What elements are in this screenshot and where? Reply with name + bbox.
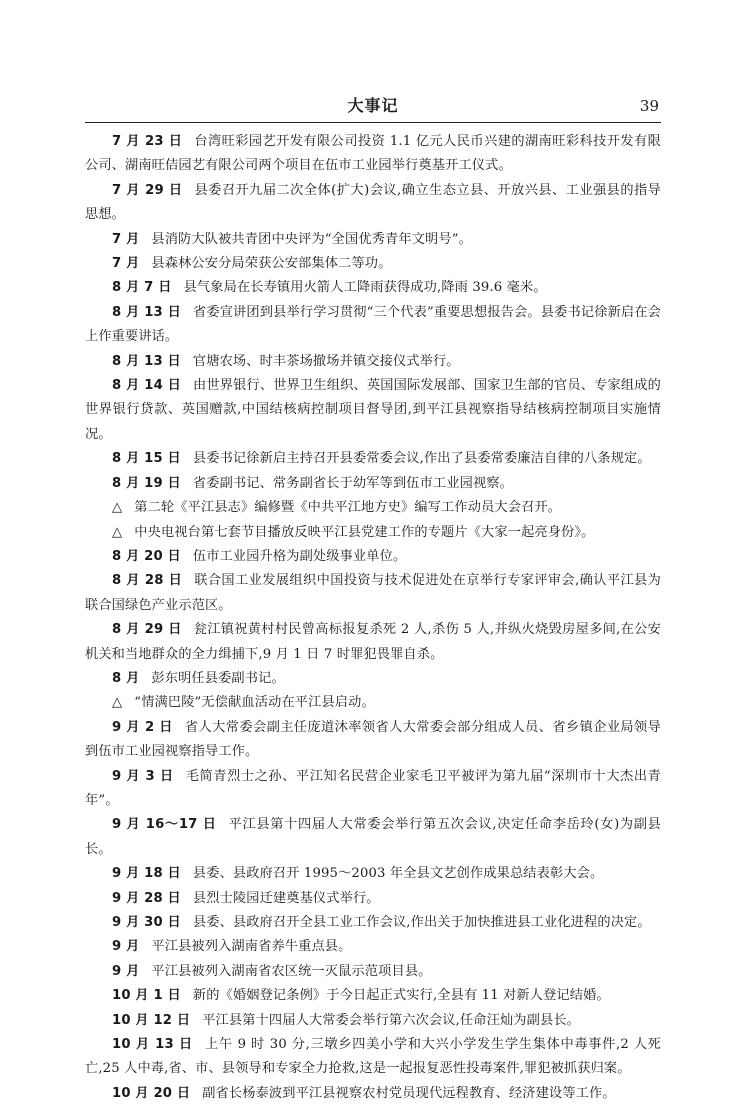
chronicle-entry [85, 618, 661, 667]
entry-text: 平江县被列入湖南省农区统一灭鼠示范项目县。 [151, 963, 432, 979]
entry-date: 7 月 [112, 256, 140, 272]
entry-date: △ [112, 695, 123, 711]
entry-date: 8 月 7 日 [112, 280, 172, 296]
entry-date: 8 月 29 日 [112, 622, 182, 638]
chronicle-entry [85, 447, 661, 471]
chronicle-entry [85, 960, 661, 984]
entry-text: 县委、县政府召开全县工业工作会议,作出关于加快推进县工业化进程的决定。 [192, 915, 651, 930]
chronicle-entry [85, 813, 661, 862]
chronicle-entry [85, 472, 661, 496]
chronicle-entry [85, 667, 661, 691]
entry-text: 县委、县政府召开 1995～2003 年全县文艺创作成果总结表彰大会。 [192, 866, 604, 882]
entry-date: △ [112, 500, 123, 516]
chronicle-entry [85, 545, 661, 569]
chronicle-entry [85, 862, 661, 886]
chronicle-entry [85, 276, 661, 300]
entry-text: 联合国工业发展组织中国投资与技术促进处在京举行专家评审会,确认平江县为联合国绿色产业示范区。 [85, 573, 661, 613]
entry-date: 9 月 30 日 [112, 915, 181, 930]
entry-text: 由世界银行、世界卫生组织、英国国际发展部、国家卫生部的官员、专家组成的世界银行贷款、英国赠款,中国结核病控制项目督导团,到平江县视察指导结核病控制项目实施情况。 [85, 378, 661, 442]
entry-text: 瓮江镇祝黄村村民曾高标报复杀死 2 人,杀伤 5 人,并纵火烧毁房屋多间,在公安机关和当地群众的全力缉捕下,9 月 1 日 7 时罪犯畏罪自杀。 [85, 622, 661, 662]
entry-text: 平江县第十四届人大常委会举行第五次会议,决定任命李岳玲(女)为副县长。 [85, 817, 661, 857]
entry-date: △ [112, 524, 123, 540]
chronicle-entry [85, 691, 661, 715]
entry-text: 县森林公安分局荣获公安部集体二等功。 [151, 256, 392, 272]
entry-text: 县委召开九届二次全体(扩大)会议,确立生态立县、开放兴县、工业强县的指导思想。 [85, 182, 661, 223]
entry-text: 中央电视台第七套节目播放反映平江县党建工作的专题片《大家一起亮身份》。 [134, 524, 595, 540]
chronicle-entry [85, 521, 661, 545]
chronicle-entry [85, 228, 661, 252]
entry-date: 7 月 29 日 [112, 182, 183, 198]
chronicle-entry [85, 716, 661, 765]
entry-text: 县烈士陵园迁建奠基仪式举行。 [192, 890, 380, 906]
entry-date: 10 月 12 日 [112, 1012, 191, 1028]
chronicle-entry [85, 1082, 661, 1106]
chronicle-entry [85, 496, 661, 520]
entry-text: 县气象局在长寿镇用火箭人工降雨获得成功,降雨 39.6 毫米。 [183, 280, 547, 296]
running-header [85, 96, 661, 120]
chronicle-entry [85, 130, 661, 179]
entry-text: 上午 9 时 30 分,三墩乡四美小学和大兴小学发生学生集体中毒事件,2 人死亡,25 人中毒,省、市、县领导和专家全力抢救,这是一起报复恶性投毒案件,罪犯被抓获归案。 [85, 1037, 661, 1077]
entry-text: 台湾旺彩园艺开发有限公司投资 1.1 亿元人民币兴建的湖南旺彩科技开发有限公司、湖南旺佶园艺有限公司两个项目在伍市工业园举行奠基开工仪式。 [85, 134, 661, 174]
entry-text: 副省长杨泰波到平江县视察农村党员现代远程教育、经济建设等工作。 [202, 1085, 616, 1101]
chronicle-entry [85, 301, 661, 350]
entry-date: 9 月 18 日 [112, 866, 181, 882]
entry-text: 新的《婚姻登记条例》于今日起正式实行,全县有 11 对新人登记结婚。 [192, 988, 610, 1004]
chronicle-entry [85, 252, 661, 276]
entry-text: 第二轮《平江县志》编修暨《中共平江地方史》编写工作动员大会召开。 [134, 500, 562, 516]
entry-date: 10 月 20 日 [112, 1085, 191, 1101]
entry-text: 省人大常委会副主任庞道沐率领省人大常委会部分组成人员、省乡镇企业局领导到伍市工业园视察指导工作。 [85, 719, 661, 760]
entry-text: 县委书记徐新启主持召开县委常委会议,作出了县委常委廉洁自律的八条规定。 [192, 451, 651, 467]
entry-date: 10 月 1 日 [112, 988, 181, 1004]
entry-date: 8 月 14 日 [112, 378, 182, 394]
header-rule [85, 122, 661, 123]
entry-text: 彭东明任县委副书记。 [151, 670, 285, 686]
chronicle-entries [85, 130, 661, 1106]
entry-date: 9 月 [112, 963, 140, 979]
entry-date: 8 月 13 日 [112, 304, 181, 320]
entry-date: 9 月 3 日 [112, 768, 174, 784]
entry-date: 8 月 28 日 [112, 573, 183, 589]
page-number: 39 [639, 97, 659, 115]
entry-text: 毛简青烈士之孙、平江知名民营企业家毛卫平被评为第九届“深圳市十大杰出青年”。 [85, 768, 661, 808]
section-title: 大事记 [347, 96, 399, 115]
entry-text: 省委副书记、常务副省长于幼军等到伍市工业园视察。 [192, 475, 513, 491]
entry-date: 9 月 2 日 [112, 719, 173, 735]
entry-date: 8 月 15 日 [112, 451, 181, 467]
chronicle-entry [85, 887, 661, 911]
entry-text: 平江县第十四届人大常委会举行第六次会议,任命汪灿为副县长。 [202, 1012, 580, 1028]
entry-date: 9 月 28 日 [112, 890, 181, 906]
entry-date: 8 月 13 日 [112, 353, 181, 369]
entry-text: 伍市工业园升格为副处级事业单位。 [192, 548, 407, 564]
entry-date: 7 月 23 日 [112, 134, 183, 149]
entry-date: 9 月 16～17 日 [112, 817, 217, 833]
entry-text: “情满巴陵”无偿献血活动在平江县启动。 [134, 695, 375, 711]
entry-date: 9 月 [112, 939, 140, 955]
entry-date: 8 月 19 日 [112, 475, 181, 491]
entry-date: 8 月 [112, 670, 140, 686]
entry-text: 省委宣讲团到县举行学习贯彻“三个代表”重要思想报告会。县委书记徐新启在会上作重要讲话。 [85, 304, 661, 345]
chronicle-entry [85, 1009, 661, 1033]
chronicle-entry [85, 765, 661, 814]
entry-date: 7 月 [112, 231, 140, 247]
entry-text: 官塘农场、时丰茶场撤场并镇交接仪式举行。 [192, 353, 460, 369]
entry-text: 平江县被列入湖南省养牛重点县。 [151, 939, 352, 955]
chronicle-entry [85, 984, 661, 1008]
chronicle-entry [85, 179, 661, 228]
chronicle-entry [85, 374, 661, 447]
entry-text: 县消防大队被共青团中央评为“全国优秀青年文明号”。 [151, 231, 472, 247]
chronicle-entry [85, 569, 661, 618]
entry-date: 10 月 13 日 [112, 1037, 193, 1053]
chronicle-entry [85, 1033, 661, 1082]
chronicle-entry [85, 350, 661, 374]
entry-date: 8 月 20 日 [112, 548, 181, 564]
chronicle-entry [85, 911, 661, 935]
chronicle-entry [85, 935, 661, 959]
